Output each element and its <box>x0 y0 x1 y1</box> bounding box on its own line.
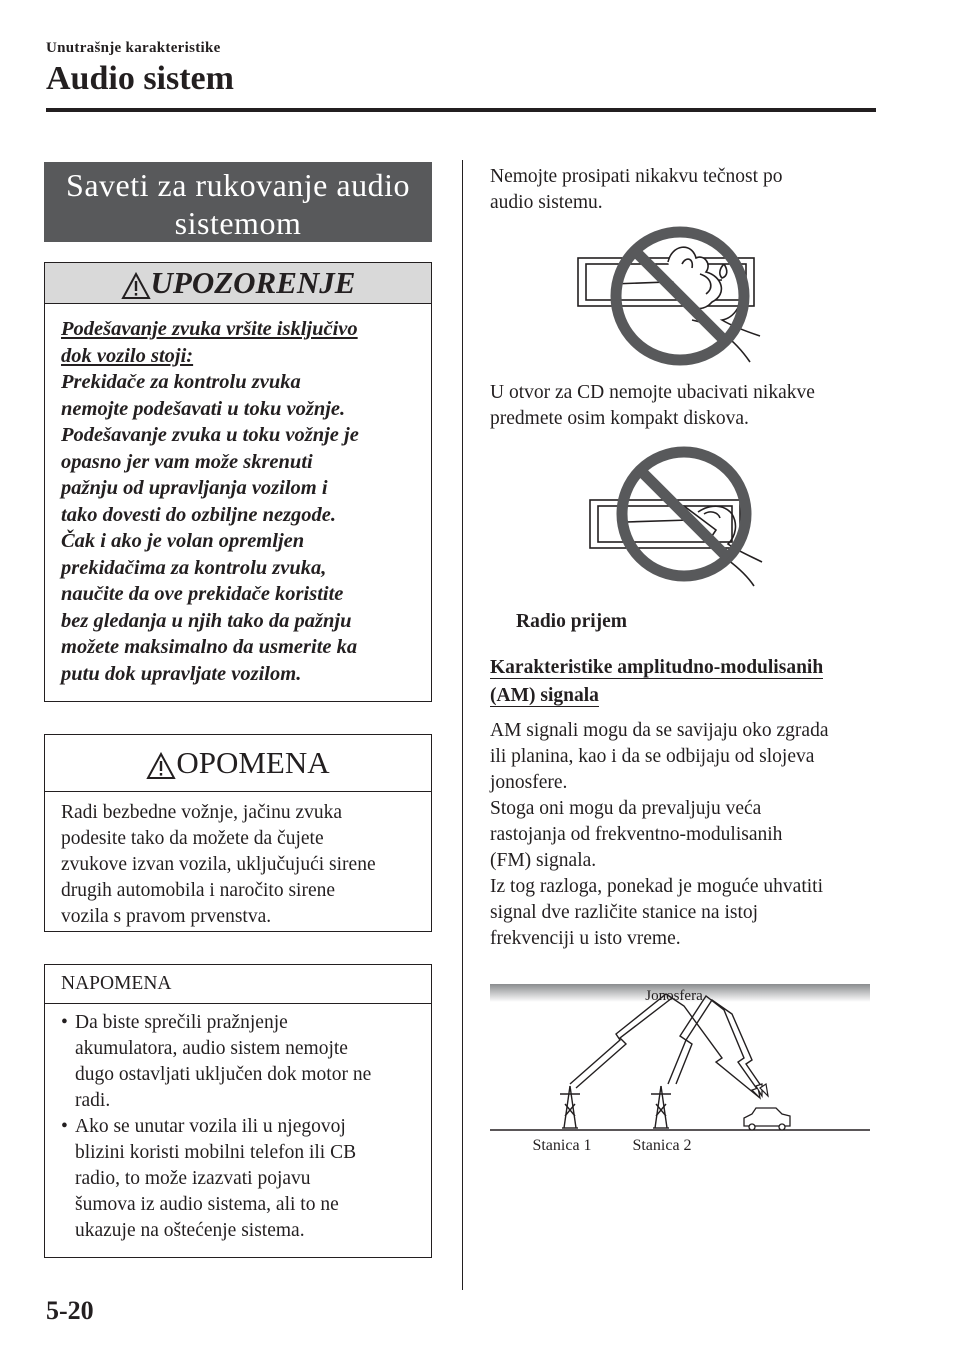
caution-line: podesite tako da možete da čujete <box>61 828 324 849</box>
section-label: Unutrašnje karakteristike <box>46 40 221 56</box>
warning-line: prekidačima za kontrolu zvuka, <box>61 556 327 579</box>
tower-station-2 <box>651 1086 671 1128</box>
ionosphere-label: Jonosfera <box>645 988 703 1004</box>
column-divider <box>462 160 463 1290</box>
bullet: • <box>61 1012 68 1033</box>
note-line: radi. <box>75 1090 111 1111</box>
warning-line: naučite da ove prekidače koristite <box>61 583 344 605</box>
caution-body <box>45 792 431 930</box>
note-line: Da biste sprečili pražnjenje <box>75 1012 288 1033</box>
am-heading-line-1: Karakteristike amplitudno-modulisanih <box>490 657 824 678</box>
note-line: Ako se unutar vozila ili u njegovoj <box>75 1116 346 1137</box>
caution-box <box>44 734 432 932</box>
note-line: dugo ostavljati uključen dok motor ne <box>75 1064 372 1085</box>
warning-body <box>45 304 431 687</box>
page-title: Audio sistem <box>46 60 234 97</box>
bullet: • <box>61 1116 68 1137</box>
note-line: radio, to može izazvati pojavu <box>75 1168 311 1189</box>
warning-heading: UPOZORENJE <box>150 265 356 300</box>
warning-line: bez gledanja u njih tako da pažnju <box>61 609 352 632</box>
am-signal-diagram <box>490 980 872 1156</box>
warning-header <box>45 263 431 304</box>
warning-line: Podešavanje zvuka u toku vožnje je <box>61 424 359 446</box>
text-line: frekvenciji u isto vreme. <box>490 928 681 949</box>
text-line: Stoga oni mogu da prevaljuju veća <box>490 798 762 819</box>
warning-line: Čak i ako je volan opremljen <box>61 530 305 552</box>
note-line: šumova iz audio sistema, ali to ne <box>75 1194 339 1215</box>
cd-paragraph <box>490 380 890 432</box>
note-item <box>61 1114 421 1244</box>
text-line: audio sistemu. <box>490 192 603 213</box>
am-heading <box>490 654 890 710</box>
warning-underlined-line: dok vozilo stoji: <box>61 344 194 367</box>
main-title-box <box>44 162 432 242</box>
text-line: signal dve različite stanice na istoj <box>490 902 759 923</box>
caution-heading: OPOMENA <box>176 745 330 780</box>
text-line: jonosfere. <box>490 772 568 793</box>
note-line: ukazuje na oštećenje sistema. <box>75 1220 305 1241</box>
warning-underlined-line: Podešavanje zvuka vršite isključivo <box>61 318 358 340</box>
am-text <box>490 718 890 952</box>
caution-line: zvukove izvan vozila, uključujući sirene <box>61 854 376 875</box>
warning-line: nemojte podešavati u toku vožnje. <box>61 397 346 420</box>
note-line: akumulatora, audio sistem nemojte <box>75 1038 348 1059</box>
note-item <box>61 1010 421 1114</box>
text-line: AM signali mogu da se savijaju oko zgrada <box>490 720 829 741</box>
caution-line: vozila s pravom prvenstva. <box>61 906 272 927</box>
liquid-paragraph <box>490 164 890 216</box>
header-rule <box>46 108 876 112</box>
no-object-illustration <box>586 440 782 588</box>
warning-line: putu dok upravljate vozilom. <box>61 662 302 685</box>
signal-path <box>668 996 762 1096</box>
signal-path <box>576 998 672 1088</box>
text-line: ili planina, kao i da se odbijaju od slojeva <box>490 746 815 767</box>
warning-box <box>44 262 432 702</box>
station-2-label: Stanica 2 <box>632 1137 692 1154</box>
warning-line: tako dovesti do ozbiljne nezgode. <box>61 503 337 526</box>
text-line: predmete osim kompakt diskova. <box>490 408 749 429</box>
text-line: Iz tog razloga, ponekad je moguće uhvatiti <box>490 876 824 897</box>
caution-header <box>45 735 431 792</box>
car-icon <box>744 1108 790 1130</box>
main-title-line-2: sistemom <box>174 205 302 241</box>
note-header: NAPOMENA <box>45 965 431 1004</box>
station-1-label: Stanica 1 <box>532 1137 592 1154</box>
note-line: blizini koristi mobilni telefon ili CB <box>75 1142 357 1163</box>
warning-triangle-icon <box>121 272 151 300</box>
text-line: U otvor za CD nemojte ubacivati nikakve <box>490 382 815 403</box>
tower-station-1 <box>560 1086 580 1128</box>
caution-line: Radi bezbedne vožnje, jačinu zvuka <box>61 802 343 823</box>
text-line: rastojanja od frekventno-modulisanih <box>490 824 783 845</box>
caution-line: drugih automobila i naročito sirene <box>61 880 336 901</box>
page-number: 5-20 <box>46 1296 94 1325</box>
warning-line: pažnju od upravljanja vozilom i <box>61 477 328 499</box>
warning-line: Prekidače za kontrolu zvuka <box>61 371 301 393</box>
text-line: Nemojte prosipati nikakvu tečnost po <box>490 166 783 187</box>
caution-triangle-icon <box>146 752 176 780</box>
text-line: (FM) signala. <box>490 850 597 871</box>
am-heading-line-2: (AM) signala <box>490 685 599 706</box>
radio-heading: Radio prijem <box>516 611 628 632</box>
warning-line: možete maksimalno da usmerite ka <box>61 636 358 658</box>
note-body <box>45 1004 431 1244</box>
main-title-line-1: Saveti za rukovanje audio <box>66 167 410 203</box>
warning-line: opasno jer vam može skrenuti <box>61 450 313 473</box>
note-box <box>44 964 432 1258</box>
no-liquid-illustration <box>572 224 782 374</box>
signal-path <box>570 994 760 1098</box>
